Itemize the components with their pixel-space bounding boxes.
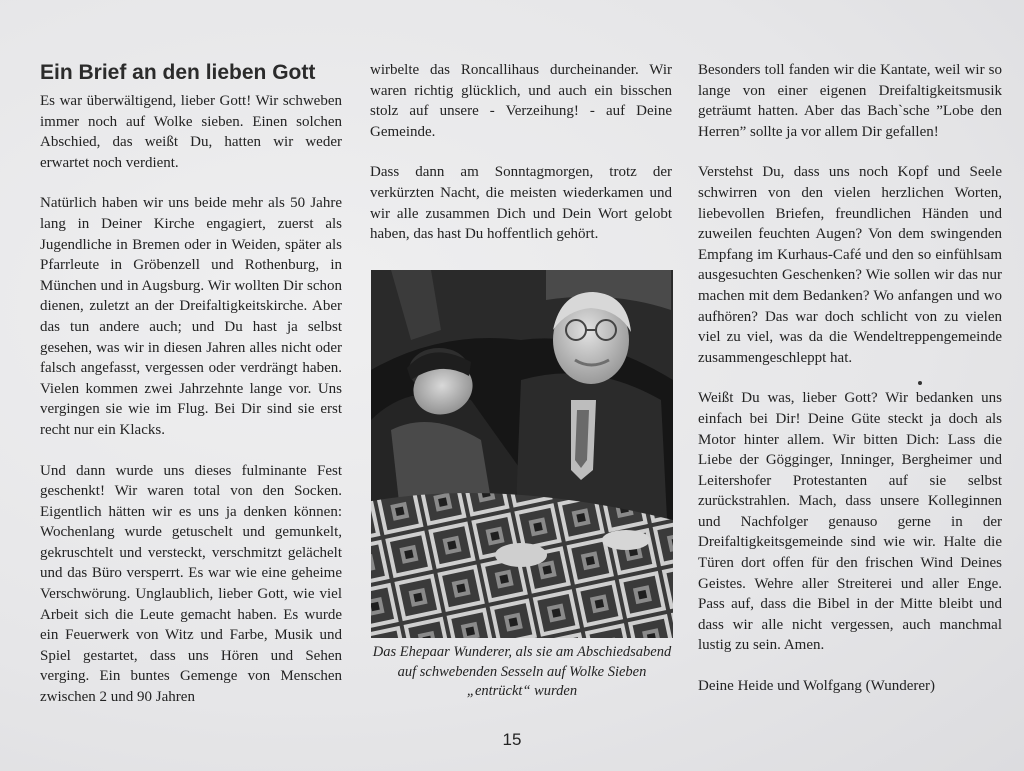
- paragraph: Besonders toll fanden wir die Kantate, weil wir so lange von einer eigenen Dreifaltigkeitsmusik geträumt hatten. Aber das Bach`sche ”Lobe den Herren” sollte ja vor allem Dir gefallen!: [698, 62, 1002, 140]
- photo-caption: Das Ehepaar Wunderer, als sie am Abschiedsabend auf schwebenden Sesseln auf Wolke Sieben „entrückt“ wurden: [372, 644, 672, 699]
- paragraph: Es war überwältigend, lieber Gott! Wir schweben immer noch auf Wolke sieben. Einen solchen Abschied, das weißt Du, hatten wir weder erwartet noch verdient.: [40, 93, 342, 171]
- paragraph: Und dann wurde uns dieses fulminante Fest geschenkt! Wir waren total von den Socken. Eigentlich hätten wir es uns ja denken können: Wochenlang wurde getuschelt und gemunkelt, gekruschtelt und versteckt, verschmitzt gelächelt und das Büro versperrt. Es war wie eine geheime Verschwörung. Unglaublich, lieber Gott, wie viel Arbeit sich die Leute gemacht haben. Es wurde ein Feuerwerk von Witz und Farbe, Musik und Spiel gestartet, dass uns Hören und Sehen verging. Ein buntes Gemenge von Menschen zwischen 2 und 90 Jahren: [40, 462, 342, 706]
- paragraph: wirbelte das Roncallihaus durcheinander. Wir waren richtig glücklich, und auch ein bisschen stolz auf unsere - Verzeihung! - auf Deine Gemeinde.: [370, 62, 672, 140]
- paragraph: Dass dann am Sonntagmorgen, trotz der verkürzten Nacht, die meisten wiederkamen und wir alle zusammen Dich und Dein Wort gelobt haben, das hast Du hoffentlich gehört.: [370, 164, 672, 243]
- couple-photo-illustration: [371, 270, 673, 638]
- article-column-2: [370, 60, 672, 265]
- paragraph: Natürlich haben wir uns beide mehr als 50 Jahre lang in Deiner Kirche engagiert, zuerst als Jugendliche in Bremen oder in Weiden, später als Pfarrleute in Gröbenzell und Rothenburg, in München und in Augsburg. Wir wollten Dir schon dienen, zuletzt an der Dreifaltigkeitskirche. Aber das tun andere auch; und Du hast ja selbst gesehen, was wir in diesen Jahren alles nicht oder falsch angefasst, vergessen oder verdrängt haben. Vielen kommen zwei Jahrzehnte lange vor. Uns vergingen sie wie im Flug. Bei Dir sind sie erst recht nur ein Klacks.: [40, 195, 342, 438]
- paragraph: Verstehst Du, dass uns noch Kopf und Seele schwirren von den vielen herzlichen Worten, liebevollen Briefen, freundlichen Händen und zuweilen feuchten Augen? Von dem swingenden Empfang im Kurhaus-Café und den so einfühlsam ausgesuchten Geschenken? Wie sollen wir das nur machen mit dem Bedanken? Wo anfangen und wo aufhören? Das war doch schlicht von zu vielen viel zu viel, was da die Wendeltreppengemeinde zusammengeschleppt hat.: [698, 164, 1002, 366]
- page-number: 15: [502, 730, 522, 749]
- signature-line: Deine Heide und Wolfgang (Wunderer): [698, 678, 935, 695]
- paragraph: Weißt Du was, lieber Gott? Wir bedanken uns einfach bei Dir! Deine Güte steckt ja doch als Motor hinter allem. Wir bitten Dich: Lass die Liebe der Gögginger, Inninger, Bergheimer und Leitershofer Protestanten auf sie selbst zurückstrahlen. Mach, dass unsere Kolleginnen und Nachfolger genauso gerne in der Dreifaltigkeitsgemeinde sind wie wir. Halte die Türen dort offen für den frischen Wind Deines Geistes. Wehre aller Streiterei und aller Enge. Pass auf, dass die Bibel in der Mitte bleibt und dass wir alle nicht vergessen, auch manchmal lustig zu sein. Amen.: [698, 390, 1002, 654]
- print-speck: [918, 381, 922, 385]
- article-column-1: [40, 60, 342, 728]
- article-column-3: [698, 60, 1002, 717]
- couple-photo: [371, 270, 673, 638]
- article-title: Ein Brief an den lieben Gott: [40, 61, 316, 84]
